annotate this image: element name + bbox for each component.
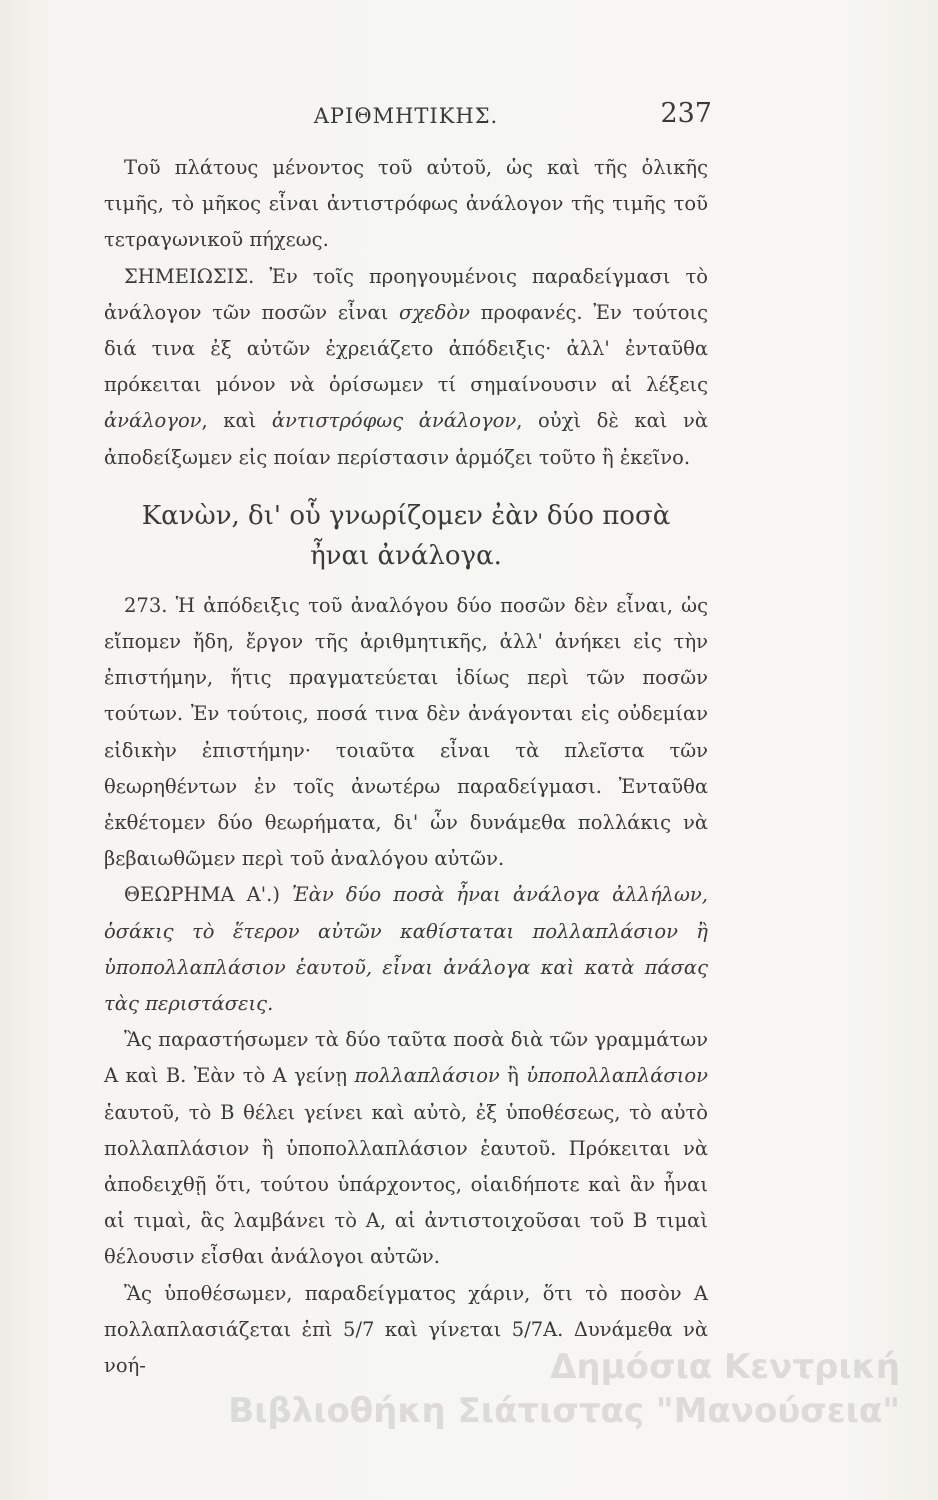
proof-text-c: ἑαυτοῦ, τὸ Β θέλει γείνει καὶ αὐτὸ, ἐξ ὑποθέσεως, τὸ αὐτὸ πολλαπλάσιον ἢ ὑποπολλαπλάσιον ἑαυτοῦ. Πρόκειται νὰ ἀποδειχθῇ ὅτι, τούτου ὑπάρχοντος, οἱαιδήποτε καὶ ἂν ἦναι αἱ τιμαὶ, ἃς λαμβάνει τὸ Α, αἱ ἀντιστοιχοῦσαι τοῦ Β τιμαὶ θέλουσιν εἶσθαι ἀνάλογοι αὐτῶν. — [104, 1100, 708, 1269]
note-italic-1: σχεδὸν — [399, 300, 470, 324]
watermark-line-2: Βιβλιοθήκη Σιάτιστας "Μανούσεια" — [228, 1391, 900, 1431]
note-text-mid-1: προφανές. Ἐν τούτοις διά τινα ἐξ αὐτῶν ἐχρειάζετο ἀπόδειξις· ἀλλ' ἐνταῦθα πρόκειται μόνον νὰ ὁρίσωμεν τί σημαίνουσιν αἱ λέξεις — [104, 300, 708, 397]
paragraph-note — [104, 259, 708, 476]
page-header — [100, 98, 712, 138]
proof-italic-1: πολλαπλάσιον — [354, 1064, 500, 1088]
watermark-line-1: Δημόσια Κεντρική — [550, 1347, 900, 1387]
paragraph-1: Τοῦ πλάτους μένοντος τοῦ αὐτοῦ, ὡς καὶ τῆς ὁλικῆς τιμῆς, τὸ μῆκος εἶναι ἀντιστρόφως ἀνάλογον τῆς τιμῆς τοῦ τετραγωνικοῦ πήχεως. — [104, 156, 708, 252]
paragraph-273: 273. Ἡ ἀπόδειξις τοῦ ἀναλόγου δύο ποσῶν δὲν εἶναι, ὡς εἴπομεν ἤδη, ἔργον τῆς ἀριθμητικῆς, ἀλλ' ἀνήκει εἰς τὴν ἐπιστήμην, ἥτις πραγματεύεται ἰδίως περὶ τῶν ποσῶν τούτων. Ἐν τούτοις, ποσά τινα δὲν ἀνάγονται εἰς οὐδεμίαν εἰδικὴν ἐπιστήμην· τοιαῦτα εἶναι τὰ πλεῖστα τῶν θεωρηθέντων ἐν τοῖς ἀνωτέρω παραδείγμασι. Ἐνταῦθα ἐκθέτομεν δύο θεωρήματα, δι' ὧν δυνάμεθα πολλάκις νὰ βεβαιωθῶμεν περὶ τοῦ ἀναλόγου αὐτῶν. — [104, 593, 708, 871]
theorem-statement: Ἐὰν δύο ποσὰ ἦναι ἀνάλογα ἀλλήλων, ὁσάκις τὸ ἕτερον αὐτῶν καθίσταται πολλαπλάσιον ἢ ὑποπολλαπλάσιον ἑαυτοῦ, εἶναι ἀνάλογα καὶ κατὰ πάσας τὰς περιστάσεις. — [104, 883, 708, 1016]
proof-italic-2: ὑποπολλαπλάσιον — [526, 1064, 708, 1088]
note-italic-2: ἀνάλογον — [104, 409, 202, 433]
page-body — [104, 150, 708, 1384]
note-text-mid-2: , καὶ — [201, 409, 272, 433]
section-heading-line-1: Κανὼν, δι' οὗ γνωρίζομεν ἐὰν δύο ποσὰ — [141, 500, 671, 531]
note-italic-3: ἀντιστρόφως ἀνάλογον — [271, 409, 517, 433]
theorem-a — [104, 877, 708, 1022]
running-title: ΑΡΙΘΜΗΤΙΚΗΣ. — [313, 104, 499, 128]
section-heading — [104, 496, 708, 576]
note-text-lead: ΣΗΜΕΙΩΣΙΣ. Ἐν τοῖς προηγουμένοις παραδείγμασι τὸ ἀνάλογον τῶν ποσῶν εἶναι — [104, 264, 708, 324]
library-watermark — [210, 1345, 900, 1433]
proof-text-b: ἢ — [499, 1064, 527, 1088]
paragraph-example: Ἂς ὑποθέσωμεν, παραδείγματος χάριν, ὅτι τὸ ποσὸν Α πολλαπλασιάζεται ἐπὶ 5/7 καὶ γίνεται 5/7Α. Δυνάμεθα νὰ νοή- — [104, 1281, 708, 1378]
note-text-end: , οὐχὶ δὲ καὶ νὰ ἀποδείξωμεν εἰς ποίαν περίστασιν ἁρμόζει τοῦτο ἢ ἐκεῖνο. — [104, 409, 708, 469]
section-heading-line-2: ἦναι ἀνάλογα. — [310, 540, 502, 571]
page-number: 237 — [660, 98, 712, 129]
theorem-label: ΘΕΩΡΗΜΑ Α'.) — [124, 883, 293, 907]
proof-text-a: Ἂς παραστήσωμεν τὰ δύο ταῦτα ποσὰ διὰ τῶν γραμμάτων Α καὶ Β. Ἐὰν τὸ Α γείνῃ — [104, 1028, 708, 1088]
paragraph-proof — [104, 1022, 708, 1275]
